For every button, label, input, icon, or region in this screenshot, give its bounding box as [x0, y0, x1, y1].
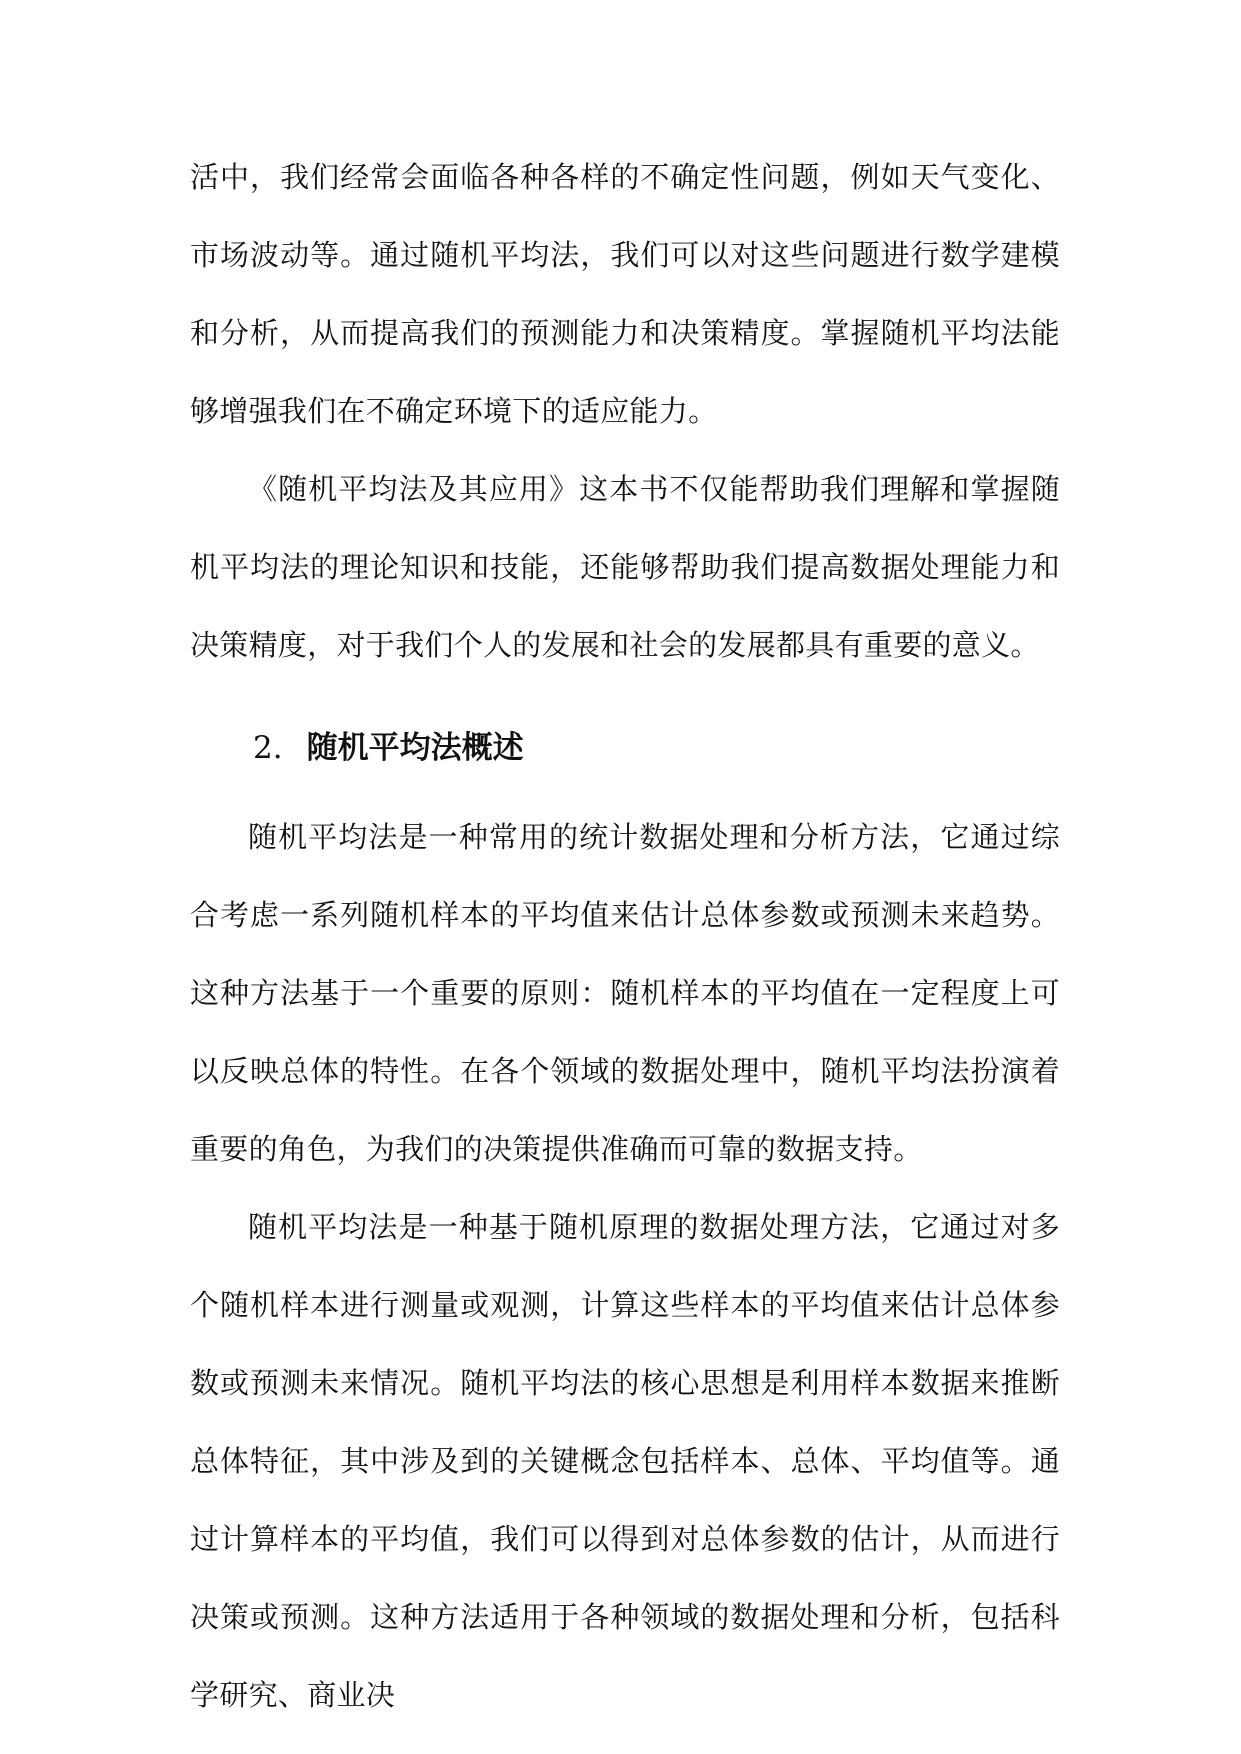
section-heading [190, 707, 1060, 789]
paragraph-book-significance: 《随机平均法及其应用》这本书不仅能帮助我们理解和掌握随机平均法的理论知识和技能，还能够帮助我们提高数据处理能力和决策精度，对于我们个人的发展和社会的发展都具有重要的意义。 [190, 472, 1060, 662]
paragraph-continuation: 活中，我们经常会面临各种各样的不确定性问题，例如天气变化、市场波动等。通过随机平均法，我们可以对这些问题进行数学建模和分析，从而提高我们的预测能力和决策精度。掌握随机平均法能够增强我们在不确定环境下的适应能力。 [190, 160, 1060, 428]
paragraph-overview: 随机平均法是一种常用的统计数据处理和分析方法，它通过综合考虑一系列随机样本的平均值来估计总体参数或预测未来趋势。这种方法基于一个重要的原则：随机样本的平均值在一定程度上可以反映总体的特性。在各个领域的数据处理中，随机平均法扮演着重要的角色，为我们的决策提供准确而可靠的数据支持。 [190, 820, 1060, 1166]
paragraph-core-idea: 随机平均法是一种基于随机原理的数据处理方法，它通过对多个随机样本进行测量或观测，计算这些样本的平均值来估计总体参数或预测未来情况。随机平均法的核心思想是利用样本数据来推断总体特征，其中涉及到的关键概念包括样本、总体、平均值等。通过计算样本的平均值，我们可以得到对总体参数的估计，从而进行决策或预测。这种方法适用于各种领域的数据处理和分析，包括科学研究、商业决 [190, 1210, 1060, 1712]
page-content [190, 138, 1060, 1734]
section-number: 2. [253, 730, 283, 766]
section-title: 随机平均法概述 [306, 730, 524, 766]
